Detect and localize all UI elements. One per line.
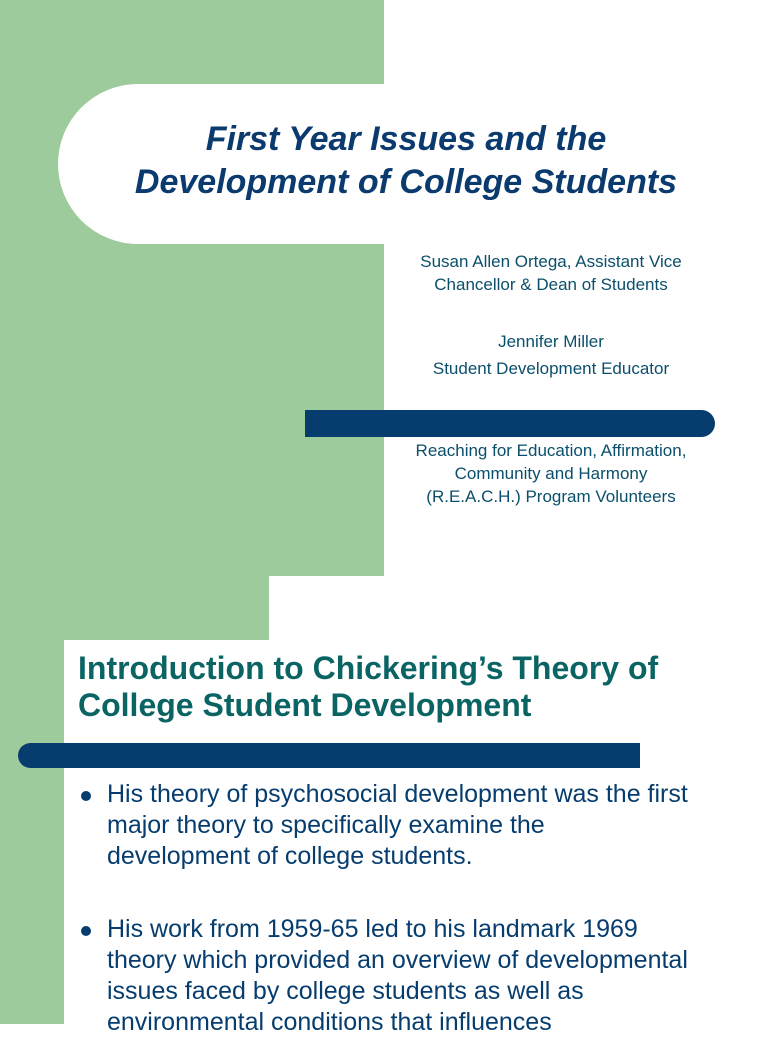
bullet-line: His work from 1959-65 led to his landmark 1969 bbox=[107, 915, 638, 943]
slide-2 bbox=[0, 576, 768, 1036]
presenter-line: Chancellor & Dean of Students bbox=[434, 275, 668, 294]
bullet-line: theory which provided an overview of developmental bbox=[107, 946, 688, 974]
divider-bar bbox=[18, 743, 640, 768]
green-left-strip bbox=[0, 576, 64, 1024]
bullet-item bbox=[107, 779, 717, 872]
educator-info bbox=[386, 328, 716, 382]
presenter-info bbox=[386, 250, 716, 296]
slide-title-line: Development of College Students bbox=[134, 163, 678, 201]
divider-bar bbox=[305, 410, 715, 437]
slide-title-line: First Year Issues and the bbox=[205, 120, 607, 158]
bullet-line: major theory to specifically examine the bbox=[107, 811, 545, 839]
program-line: (R.E.A.C.H.) Program Volunteers bbox=[426, 487, 676, 506]
program-line: Community and Harmony bbox=[454, 464, 648, 483]
bullet-line: development of college students. bbox=[107, 842, 473, 870]
program-info bbox=[386, 439, 716, 508]
educator-role: Student Development Educator bbox=[432, 359, 670, 378]
slide-heading-line: Introduction to Chickering’s Theory of bbox=[78, 650, 659, 686]
slide-heading-line: College Student Development bbox=[78, 687, 532, 723]
slide-heading bbox=[78, 650, 738, 724]
bullet-line: issues faced by college students as well as bbox=[107, 977, 584, 1005]
educator-name: Jennifer Miller bbox=[498, 332, 604, 351]
bullet-line: His theory of psychosocial development was the first bbox=[107, 780, 688, 808]
bullet-item bbox=[107, 914, 717, 1038]
program-line: Reaching for Education, Affirmation, bbox=[415, 441, 687, 460]
slide-title bbox=[88, 118, 724, 204]
presenter-line: Susan Allen Ortega, Assistant Vice bbox=[420, 252, 682, 271]
bullet-line: environmental conditions that influences bbox=[107, 1008, 552, 1036]
bullet-icon bbox=[81, 926, 91, 936]
bullet-icon bbox=[81, 791, 91, 801]
